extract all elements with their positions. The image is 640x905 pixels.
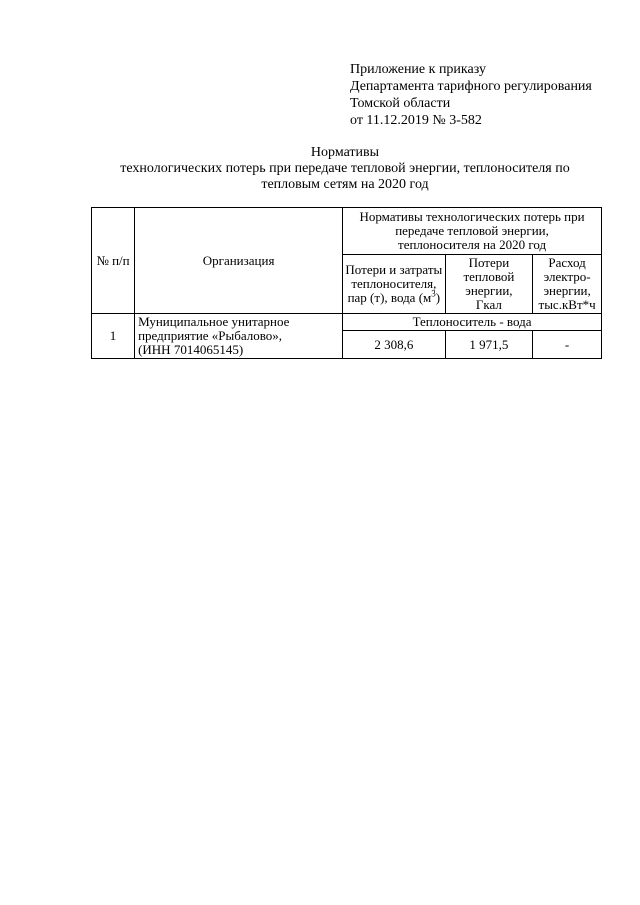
column-header-power: Расход электро-энергии, тыс.кВт*ч (533, 255, 602, 314)
table-header-row (92, 208, 602, 255)
organization-line: (ИНН 7014065145) (138, 342, 244, 357)
value-power: - (533, 331, 602, 359)
organization-line: предприятие «Рыбалово», (138, 328, 283, 343)
row-number: 1 (92, 314, 135, 359)
norms-table (91, 207, 602, 359)
header-line: Приложение к приказу (350, 62, 486, 77)
title-line: технологических потерь при передаче тепловой энергии, теплоносителя по (120, 161, 570, 176)
value-carrier-loss: 2 308,6 (343, 331, 446, 359)
header-line: от 11.12.2019 № 3-582 (350, 113, 482, 128)
header-line: Департамента тарифного регулирования (350, 79, 592, 94)
document-title (90, 145, 600, 193)
carrier-loss-label: Потери и затраты теплоносителя, пар (т), вода (м (345, 262, 443, 305)
column-header-number: № п/п (92, 208, 135, 314)
order-appendix-header (350, 61, 592, 129)
carrier-loss-label-end: ) (435, 290, 441, 305)
table-row (92, 314, 602, 331)
organization-line: Муниципальное унитарное (138, 314, 290, 329)
header-line: Томской области (350, 96, 451, 111)
value-heat-loss: 1 971,5 (445, 331, 533, 359)
cubic-superscript: 3 (431, 288, 436, 299)
title-line: тепловым сетям на 2020 год (261, 177, 429, 192)
column-header-heat-loss: Потери тепловой энергии, Гкал (445, 255, 533, 314)
column-header-carrier-loss (343, 255, 446, 314)
carrier-subheader: Теплоноситель - вода (343, 314, 602, 331)
organization-name (135, 314, 343, 359)
column-header-organization: Организация (135, 208, 343, 314)
title-line: Нормативы (310, 145, 380, 160)
column-group-header: Нормативы технологических потерь при передаче тепловой энергии, теплоносителя на 2020 год (343, 208, 602, 255)
